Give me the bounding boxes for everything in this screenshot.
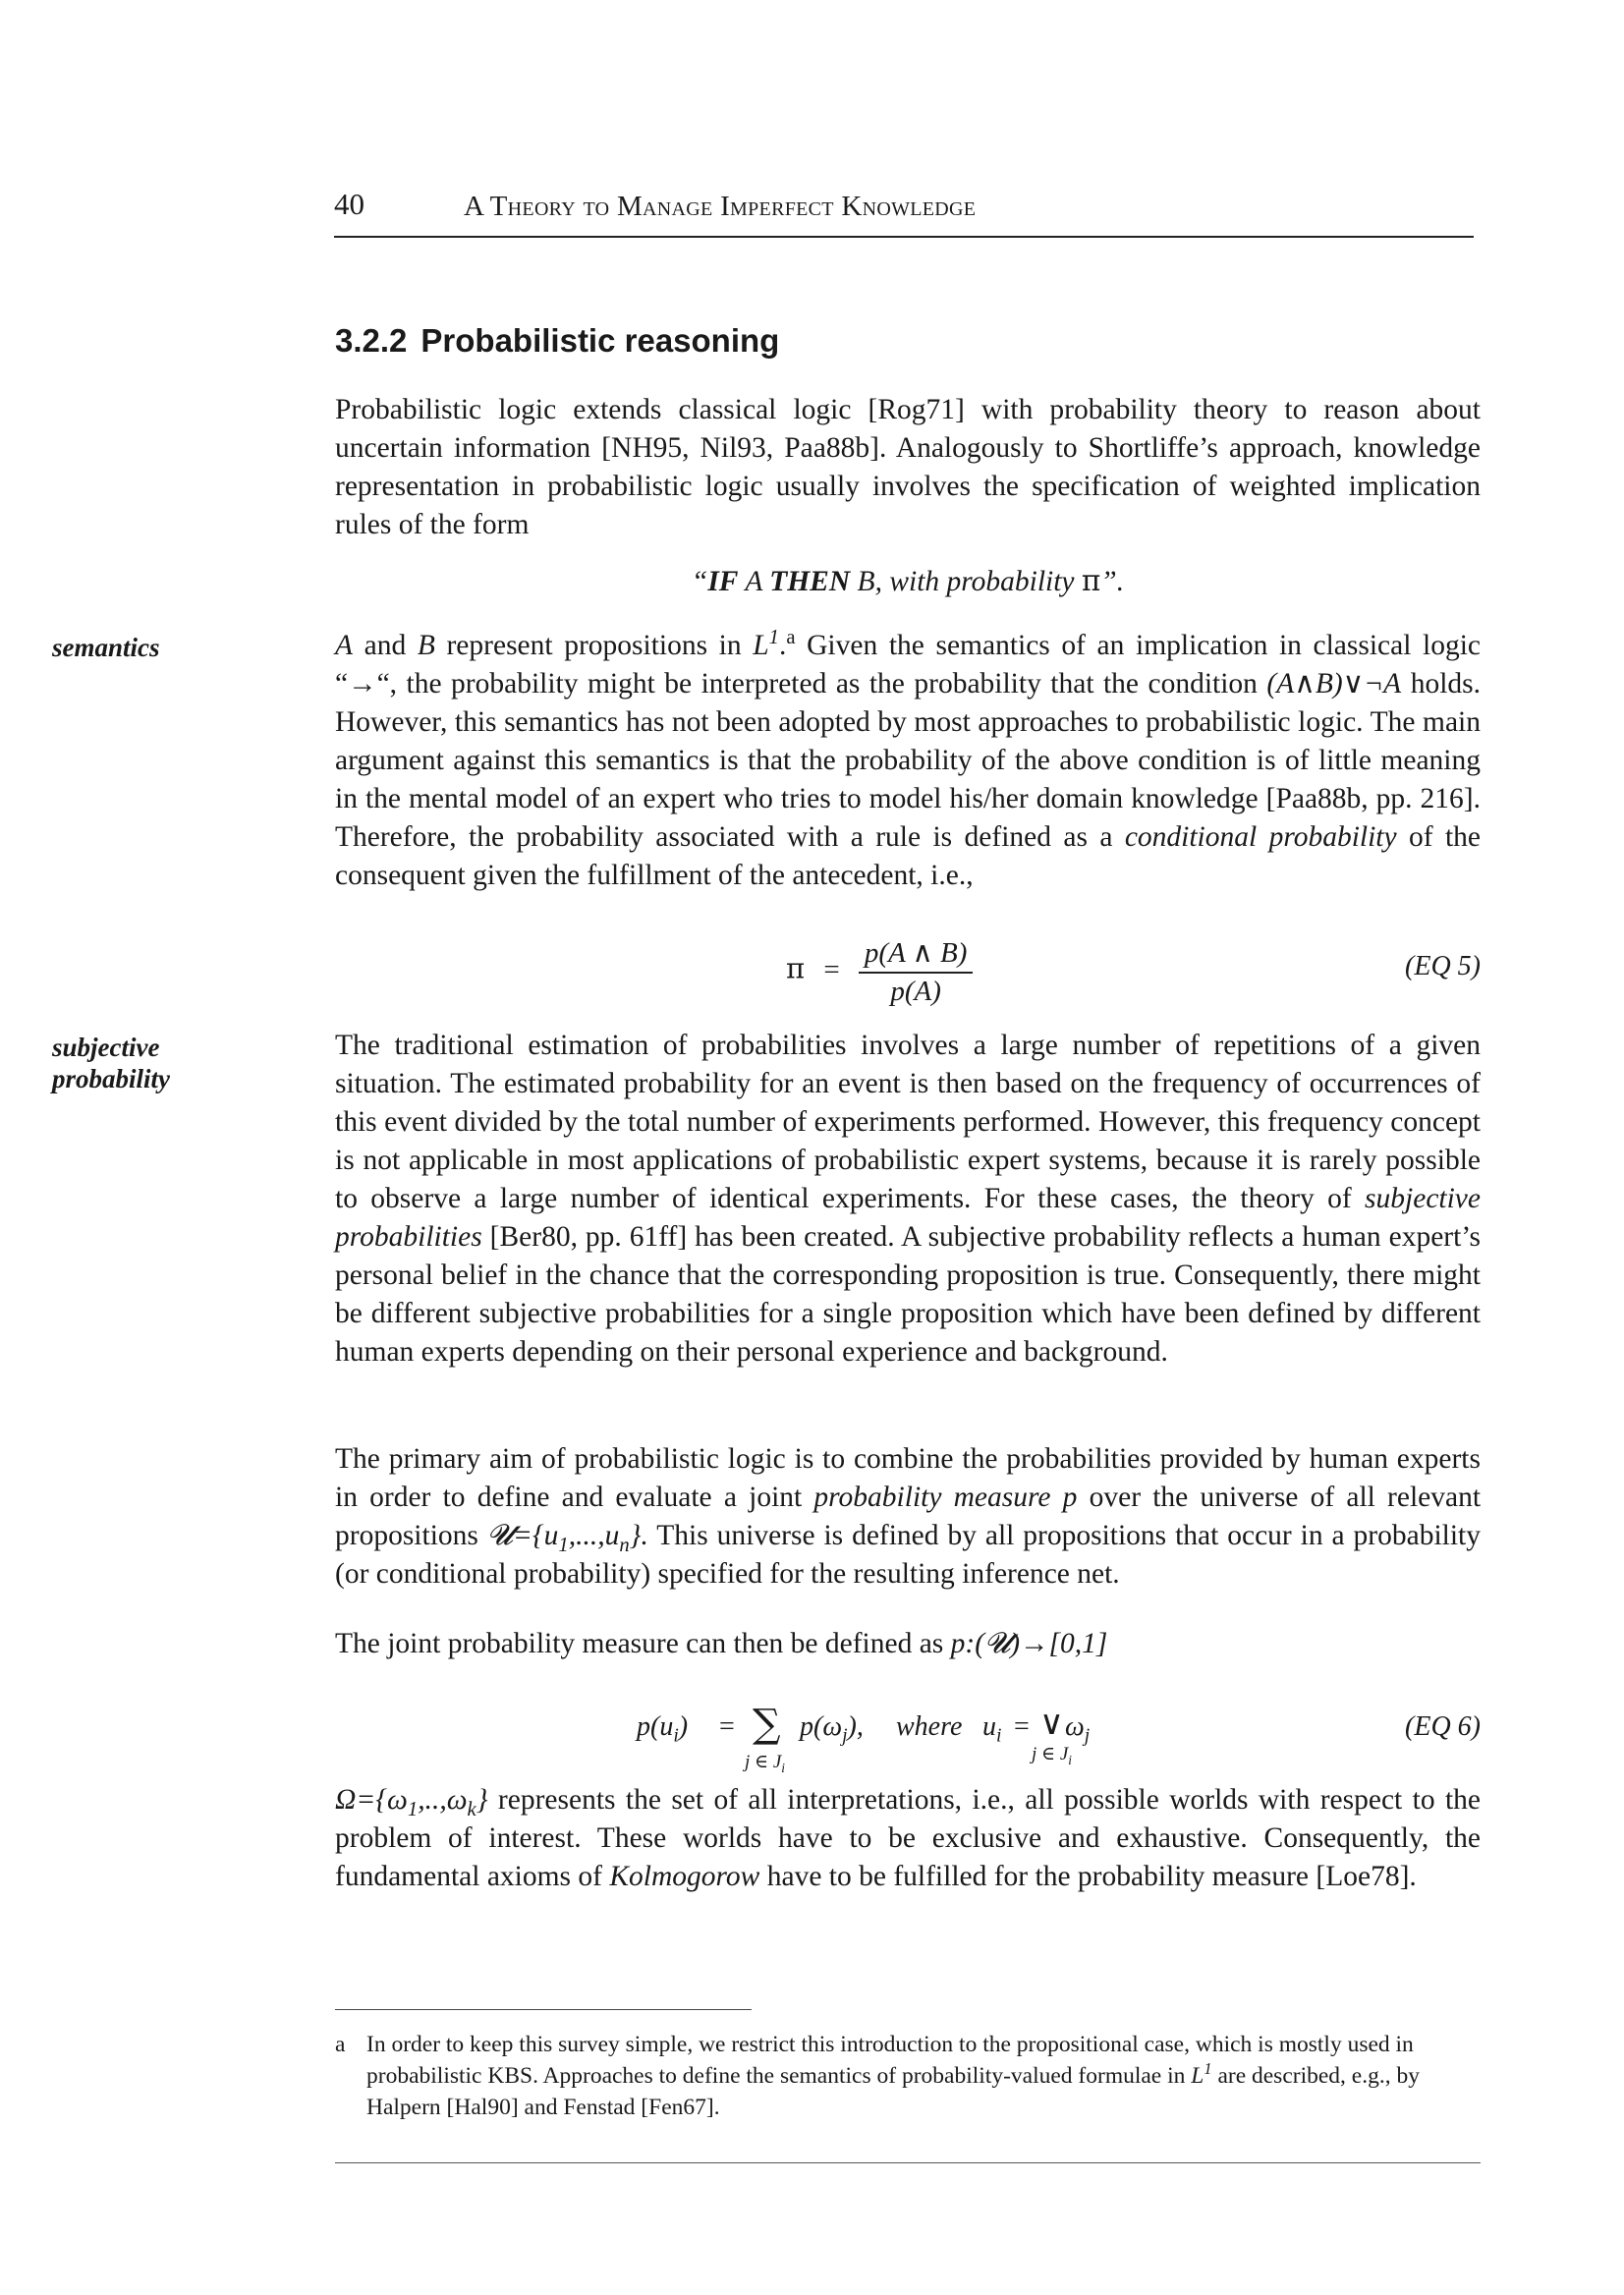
vee-symbol: ∨ (1039, 1704, 1064, 1743)
section-number: 3.2.2 (335, 322, 408, 359)
equation-5-label: (EQ 5) (1405, 951, 1481, 981)
vee-index: j ∈ $J_i$ (1032, 1744, 1072, 1767)
paragraph-interpretations: $\Omega=\{\omega_1,..,\omega_k\}$ represents the set of all interpretations, i.e., all possible worlds with respect to the problem of interest. These worlds have to be exclusive and exhaustive. Consequently, the fundamental axioms of Kolmogorow have to be fulfilled for the probability measure [Loe78]. (335, 1784, 1481, 1892)
footnote-mark: a (335, 2032, 346, 2057)
eq6-term: $p(\omega_j)$, (800, 1711, 864, 1747)
eq5-numerator: p(A ∧ B) (859, 935, 973, 974)
running-title: A Theory to Manage Imperfect Knowledge (464, 191, 977, 222)
running-head (334, 187, 1474, 238)
rule-if: IF (707, 566, 739, 597)
paragraph-intro: Probabilistic logic extends classical logic [Rog71] with probability theory to reason about uncertain information [NH95, Nil93, Paa88b]. Analogously to Shortliffe’s approach, knowledge representation in probabilistic logic usually involves the specification of weighted implication rules of the form (335, 394, 1481, 540)
eq5-denominator: p(A) (890, 976, 941, 1007)
paragraph-joint-measure: The joint probability measure can then be defined as p:(𝓤)→[0,1] (335, 1628, 1108, 1659)
footnote-ref[interactable]: a (786, 627, 796, 649)
section-heading (335, 322, 779, 360)
page-number: 40 (334, 187, 364, 221)
eq6-lhs: $p(u_i)$ (637, 1711, 689, 1747)
sum-symbol: ∑ (753, 1702, 781, 1747)
footnote-text: In order to keep this survey simple, we restrict this introduction to the propositional case, which is mostly used in probabilistic KBS. Approaches to define the semantics of probability-valued formulae in $L^1$ are described, e.g., by Halpern [Hal90] and Fenstad [Fen67]. (366, 2032, 1420, 2120)
paragraph-probability-measure: The primary aim of probabilistic logic is to combine the probabilities provided by human experts in order to define and evaluate a joint probability measure p over the universe of all relevant propositions $𝓤=\{u_1,...,u_n\}$. This universe is defined by all propositions that occur in a probability (or conditional probability) specified for the resulting inference net. (335, 1443, 1482, 1590)
section-title: Probabilistic reasoning (420, 322, 780, 359)
bottom-divider (335, 2162, 1481, 2163)
rule-then: THEN (769, 566, 851, 597)
rule-formula: “IF A THEN B, with probability π”. (691, 564, 1125, 597)
footnote (335, 2029, 1481, 2123)
eq5-fraction (859, 935, 973, 1008)
sum-index: j ∈ $J_i$ (745, 1752, 785, 1775)
margin-note-subjective-probability: subjective probability (52, 1033, 170, 1093)
footnote-divider (335, 2009, 752, 2010)
paragraph-semantics: A and B represent propositions in $L^1.^a$ Given the semantics of an implication in classical logic “→“, the probability might be interpreted as the probability that the condition (A∧B)∨¬A holds. However, this semantics has not been adopted by most approaches to probabilistic logic. The main argument against this semantics is that the probability of the above condition is of little meaning in the mental model of an expert who tries to model his/her domain knowledge [Paa88b, pp. 216]. Therefore, the probability associated with a rule is defined as a conditional probability of the consequent given the fulfillment of the antecedent, i.e., (335, 627, 1482, 891)
margin-note-semantics: semantics (52, 633, 160, 662)
equation-6: $p(u_i)$ = ∑ j ∈ $J_i$ $p(\omega_j)$, where $u_i$ = ∨ j ∈ $J_i$ $\omega_j$ (637, 1702, 1091, 1775)
paragraph-subjective-probability: The traditional estimation of probabilities involves a large number of repetitions of a given situation. The estimated probability for an event is then based on the frequency of occurrences of this event divided by the total number of experiments performed. However, this frequency concept is not applicable in most applications of probabilistic expert systems, because it is rarely possible to observe a large number of identical experiments. For these cases, the theory of subjective probabilities [Ber80, pp. 61ff] has been created. A subjective probability reflects a human expert’s personal belief in the chance that the corresponding proposition is true. Consequently, there might be different subjective probabilities for a single proposition which have been defined by different human experts depending on their personal experience and background. (335, 1030, 1481, 1368)
equation-5: π = $\frac{p(A \wedge B)}{p(A)}$ (786, 935, 973, 1008)
equation-6-label: (EQ 6) (1405, 1711, 1481, 1742)
